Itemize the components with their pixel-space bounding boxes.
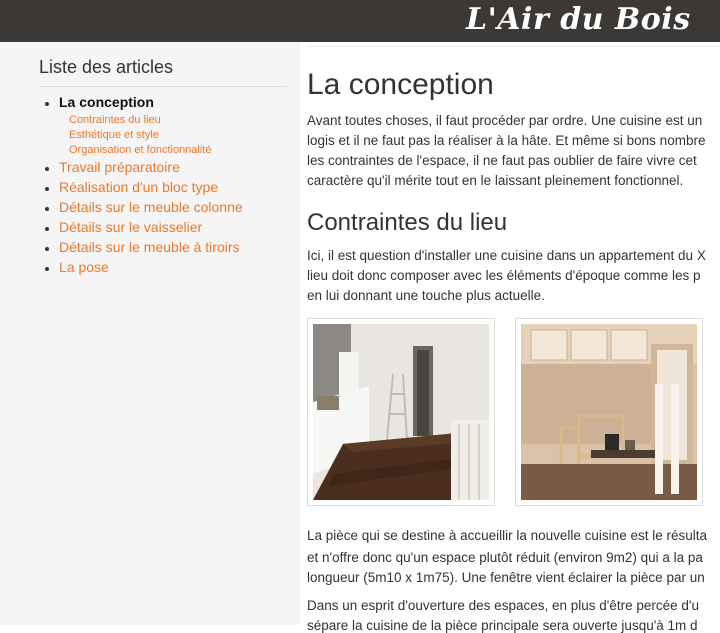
section-line: sépare la cuisine de la pièce principale sera ouverte jusqu'à 1m d [307, 618, 698, 633]
sidebar-title: Liste des articles [39, 57, 174, 77]
site-logo[interactable]: L'Air du Bois [466, 2, 691, 37]
content-divider [308, 46, 720, 47]
section-line: longueur (5m10 x 1m75). Une fenêtre vient éclairer la pièce par un [307, 570, 705, 585]
toc-item-vaisselier[interactable]: Détails sur le vaisselier [59, 219, 203, 235]
toc-item-la-pose[interactable]: La pose [59, 259, 109, 275]
section-line: en lui donnant une touche plus actuelle. [307, 288, 545, 303]
photo-image [521, 324, 697, 500]
toc-item-meuble-tiroirs[interactable]: Détails sur le meuble à tiroirs [59, 239, 240, 255]
toc-item-la-conception[interactable]: La conception [59, 94, 154, 110]
section-line: lieu doit donc composer avec les éléments d'époque comme les p [307, 268, 701, 283]
article-content [300, 42, 720, 633]
toc-subitem-organisation[interactable]: Organisation et fonctionnalité [69, 144, 212, 156]
section-line: Dans un esprit d'ouverture des espaces, en plus d'être percée d'u [307, 598, 699, 613]
section-line: La pièce qui se destine à accueillir la nouvelle cuisine est le résulta [307, 528, 707, 543]
article-title: La conception [307, 68, 494, 101]
intro-line: les contraintes de l'espace, il ne faut pas oublier de faire vivre cet [307, 153, 697, 168]
toc-item-bloc-type[interactable]: Réalisation d'un bloc type [59, 179, 219, 195]
toc-item-travail[interactable]: Travail préparatoire [59, 159, 180, 175]
section-line: Ici, il est question d'installer une cuisine dans un appartement du X [307, 248, 706, 263]
intro-line: logis et il ne faut pas la réaliser à la hâte. Et même si bons nombre [307, 133, 706, 148]
toc-subitem-contraintes[interactable]: Contraintes du lieu [69, 114, 161, 126]
intro-line: caractère qu'il mérite tout en le laissant pleinement fonctionnel. [307, 173, 684, 188]
photo-kitchen-room-1[interactable] [307, 318, 495, 506]
photo-kitchen-room-2[interactable] [515, 318, 703, 506]
sidebar-divider [39, 86, 287, 87]
site-header [0, 0, 720, 42]
section-line: et n'offre donc qu'un espace plutôt réduit (environ 9m2) qui a la pa [307, 550, 703, 565]
section-title-contraintes: Contraintes du lieu [307, 209, 508, 236]
intro-line: Avant toutes choses, il faut procéder par ordre. Une cuisine est un [307, 113, 703, 128]
toc-subitem-esthetique[interactable]: Esthétique et style [69, 129, 159, 141]
toc-item-meuble-colonne[interactable]: Détails sur le meuble colonne [59, 199, 243, 215]
photo-image [313, 324, 489, 500]
